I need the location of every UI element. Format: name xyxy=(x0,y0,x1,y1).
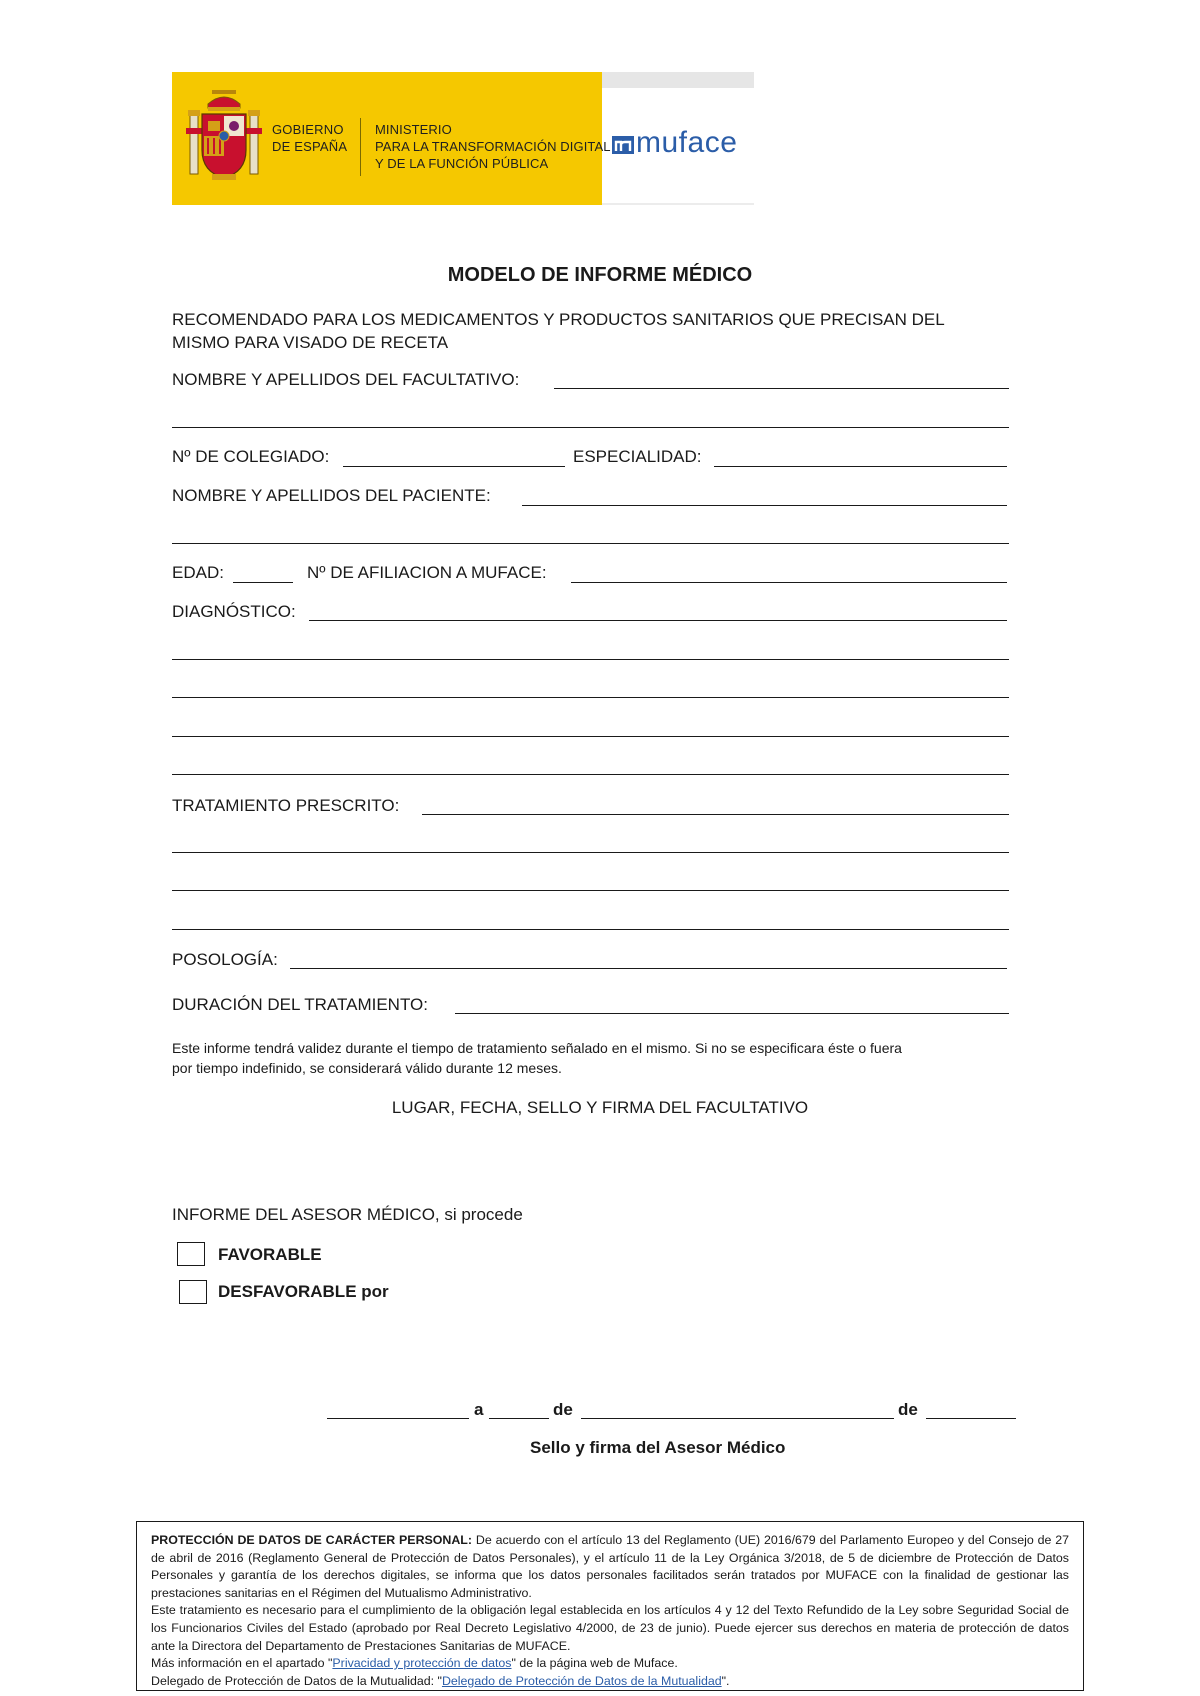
afiliacion-label: Nº DE AFILIACION A MUFACE: xyxy=(307,563,547,582)
colegiado-label: Nº DE COLEGIADO: xyxy=(172,447,330,466)
muface-logo-icon xyxy=(612,136,634,154)
facultativo-field[interactable] xyxy=(554,388,1009,389)
asesor-signature-label: Sello y firma del Asesor Médico xyxy=(530,1438,786,1457)
privacy-notice-text: PROTECCIÓN DE DATOS DE CARÁCTER PERSONAL: De acuerdo con el artículo 13 del Reglamento (UE) 2016/679 del Parlamento Europeo y del Consejo de 27 de abril de 2016 (Reglamento General de Protección de Datos Personales), y el artículo 11 de la Ley Orgánica 3/2018, de 5 de diciembre de Protección de Datos Personales y garantía de los derechos digitales, se informa que los datos personales facilitados serán tratados por MUFACE con la finalidad de gestionar las prestaciones sanitarias en el Régimen del Mutualismo Administrativo. Este tratamiento es necesario para el cumplimiento de la obligación legal establecida en los artículos 4 y 12 del Texto Refundido de la Ley sobre Seguridad Social de los Funcionarios Civiles del Estado (aprobado por Real Decreto Legislativo 4/2000, de 23 de junio). Puede ejercer sus derechos en materia de protección de datos ante la Directora del Departamento de Prestaciones Sanitarias de MUFACE. Más información en el apartado "Privacidad y protección de datos" de la página web de Muface. Delegado de Protección de Datos de la Mutualidad: "Delegado de Protección de Datos de la Mutualidad". xyxy=(151,1533,1069,1688)
privacy-notice-box xyxy=(136,1521,1084,1691)
asesor-heading: INFORME DEL ASESOR MÉDICO, si procede xyxy=(172,1205,523,1224)
posologia-field[interactable] xyxy=(290,968,1007,969)
tratamiento-label: TRATAMIENTO PRESCRITO: xyxy=(172,796,400,815)
desfavorable-label: DESFAVORABLE por xyxy=(218,1282,389,1301)
desfavorable-checkbox[interactable] xyxy=(179,1280,207,1304)
duracion-field[interactable] xyxy=(455,1013,1009,1014)
header-top-bar xyxy=(602,72,754,88)
dpo-link[interactable]: Delegado de Protección de Datos de la Mutualidad xyxy=(441,1673,722,1688)
intro-line-1: RECOMENDADO PARA LOS MEDICAMENTOS Y PRODUCTOS SANITARIOS QUE PRECISAN DEL xyxy=(172,310,945,329)
date-place-field[interactable] xyxy=(327,1418,469,1419)
intro-line-2: MISMO PARA VISADO DE RECETA xyxy=(172,333,449,352)
especialidad-field[interactable] xyxy=(714,466,1007,467)
date-month-field[interactable] xyxy=(581,1418,894,1419)
diagnostico-field-4[interactable] xyxy=(172,736,1009,737)
diagnostico-field-5[interactable] xyxy=(172,774,1009,775)
paciente-field[interactable] xyxy=(522,505,1007,506)
paciente-field-2[interactable] xyxy=(172,543,1009,544)
ministerio-text: MINISTERIO PARA LA TRANSFORMACIÓN DIGITAL Y DE LA FUNCIÓN PÚBLICA xyxy=(375,122,611,171)
date-de-label-1: de xyxy=(553,1400,573,1419)
especialidad-label: ESPECIALIDAD: xyxy=(573,447,702,466)
privacy-link[interactable]: Privacidad y protección de datos xyxy=(332,1656,512,1671)
duracion-label: DURACIÓN DEL TRATAMIENTO: xyxy=(172,995,428,1014)
diagnostico-field-3[interactable] xyxy=(172,697,1009,698)
favorable-label: FAVORABLE xyxy=(218,1245,322,1264)
header-separator xyxy=(360,118,361,176)
diagnostico-label: DIAGNÓSTICO: xyxy=(172,602,296,621)
edad-label: EDAD: xyxy=(172,563,224,582)
favorable-checkbox[interactable] xyxy=(177,1242,205,1266)
facultativo-field-2[interactable] xyxy=(172,427,1009,428)
tratamiento-field[interactable] xyxy=(422,814,1009,815)
date-day-field[interactable] xyxy=(489,1418,549,1419)
facultativo-signature-label: LUGAR, FECHA, SELLO Y FIRMA DEL FACULTATIVO xyxy=(391,1098,809,1117)
edad-field[interactable] xyxy=(233,582,293,583)
tratamiento-field-3[interactable] xyxy=(172,890,1009,891)
facultativo-label: NOMBRE Y APELLIDOS DEL FACULTATIVO: xyxy=(172,370,520,389)
paciente-label: NOMBRE Y APELLIDOS DEL PACIENTE: xyxy=(172,486,491,505)
diagnostico-field[interactable] xyxy=(309,620,1007,621)
coat-of-arms-icon xyxy=(186,88,262,184)
muface-logo-text: muface xyxy=(636,126,738,159)
colegiado-field[interactable] xyxy=(343,466,565,467)
header-bottom-line xyxy=(602,203,754,205)
afiliacion-field[interactable] xyxy=(571,582,1007,583)
posologia-label: POSOLOGÍA: xyxy=(172,950,278,969)
privacy-paragraph-2: Este tratamiento es necesario para el cumplimiento de la obligación legal establecida en los artículos 4 y 12 del Texto Refundido de la Ley sobre Seguridad Social de los Funcionarios Civiles del Estado (aprobado por Real Decreto Legislativo 4/2000, de 23 de junio). Puede ejercer sus derechos en materia de protección de datos ante la Directora del Departamento de Prestaciones Sanitarias de MUFACE. xyxy=(151,1603,1069,1653)
date-year-field[interactable] xyxy=(926,1418,1016,1419)
gobierno-text: GOBIERNO DE ESPAÑA xyxy=(272,122,348,154)
date-a-label: a xyxy=(474,1400,484,1419)
privacy-heading: PROTECCIÓN DE DATOS DE CARÁCTER PERSONAL: xyxy=(151,1533,473,1547)
tratamiento-field-2[interactable] xyxy=(172,852,1009,853)
privacy-paragraph-1: De acuerdo con el artículo 13 del Reglamento (UE) 2016/679 del Parlamento Europeo y del Consejo de 27 de abril de 2016 (Reglamento General de Protección de Datos Personales), y el artículo 11 de la Ley Orgánica 3/2018, de 5 de diciembre de Protección de Datos Personales y garantía de los derechos digitales, se informa que los datos personales facilitados serán tratados por MUFACE con la finalidad de gestionar las prestaciones sanitarias en el Régimen del Mutualismo Administrativo. xyxy=(151,1533,1069,1600)
date-de-label-2: de xyxy=(898,1400,918,1419)
tratamiento-field-4[interactable] xyxy=(172,929,1009,930)
validity-note: Este informe tendrá validez durante el tiempo de tratamiento señalado en el mismo. Si no se especificara éste o fuera por tiempo indefinido, se considerará válido durante 12 meses. xyxy=(172,1040,902,1076)
document-title: MODELO DE INFORME MÉDICO xyxy=(447,264,753,286)
diagnostico-field-2[interactable] xyxy=(172,659,1009,660)
